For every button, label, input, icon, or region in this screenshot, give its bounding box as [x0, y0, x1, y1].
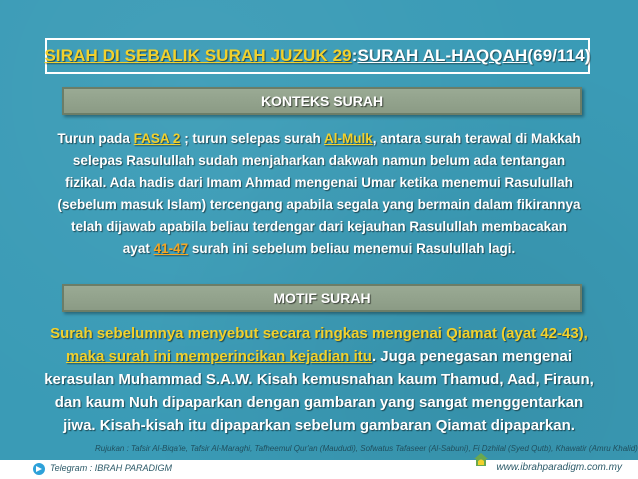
title-juzuk: SIRAH DI SEBALIK SURAH JUZUK 29	[44, 46, 352, 65]
motif-paragraph	[20, 322, 618, 437]
text-span: . Juga penegasan mengenai	[371, 348, 572, 365]
text-span: , antara surah terawal di Makkah	[372, 131, 581, 146]
telegram-icon[interactable]	[33, 463, 45, 475]
konteks-paragraph	[20, 128, 618, 260]
text-span: ayat	[122, 241, 154, 256]
konteks-line: fizikal. Ada hadis dari Imam Ahmad mengenai Umar ketika menemui Rasulullah	[65, 175, 573, 190]
section-heading-motif: MOTIF SURAH	[62, 284, 582, 312]
title-surah: SURAH AL-HAQQAH	[357, 46, 528, 65]
ibrah-paradigm-logo-icon	[473, 452, 489, 468]
fasa-highlight: FASA 2	[133, 131, 181, 146]
section-heading-konteks: KONTEKS SURAH	[62, 87, 582, 115]
konteks-line: selepas Rasulullah sudah menjaharkan dakwah namun belum ada tentangan	[72, 153, 566, 168]
motif-line: jiwa. Kisah-kisah itu dipaparkan sebelum gambaran Qiamat dipaparkan.	[63, 417, 575, 434]
motif-line	[20, 345, 618, 368]
slide-title	[45, 38, 590, 74]
motif-line: kerasulan Muhammad S.A.W. Kisah kemusnahan kaum Thamud, Aad, Firaun,	[44, 371, 594, 388]
motif-line: Surah sebelumnya menyebut secara ringkas mengenai Qiamat (ayat 42-43),	[50, 325, 588, 342]
text-span: ; turun selepas surah	[180, 131, 324, 146]
text-span: Turun pada	[57, 131, 134, 146]
konteks-line: (sebelum masuk Islam) tercengang apabila segala yang bermain dalam fikirannya	[57, 197, 581, 212]
ayat-highlight: 41-47	[153, 241, 189, 256]
motif-line: dan kaum Nuh dipaparkan dengan gambaran yang sangat menggentarkan	[54, 394, 584, 411]
konteks-line	[20, 238, 618, 260]
title-separator: :	[351, 46, 358, 65]
motif-highlight: maka surah ini memperincikan kejadian itu	[65, 348, 372, 365]
text-span: surah ini sebelum beliau menemui Rasulullah lagi.	[188, 241, 516, 256]
almulk-highlight: Al-Mulk	[323, 131, 373, 146]
konteks-line: telah dijawab apabila beliau terdengar dari kejauhan Rasulullah membacakan	[71, 219, 567, 234]
telegram-label[interactable]: Telegram : IBRAH PARADIGM	[50, 463, 173, 473]
konteks-line	[20, 128, 618, 150]
reference-text: Rujukan : Tafsir Al-Biqa'ie, Tafsir Al-Maraghi, Tafheemul Qur'an (Maududi), Sofwatus Tafaseer (Al-Sabuni), Fi Dzhilal (Syed Qutb), Khawatir (Amru Khalid)	[95, 444, 638, 453]
title-number: (69/114)	[527, 46, 591, 65]
website-link[interactable]: www.ibrahparadigm.com.my	[496, 462, 622, 473]
